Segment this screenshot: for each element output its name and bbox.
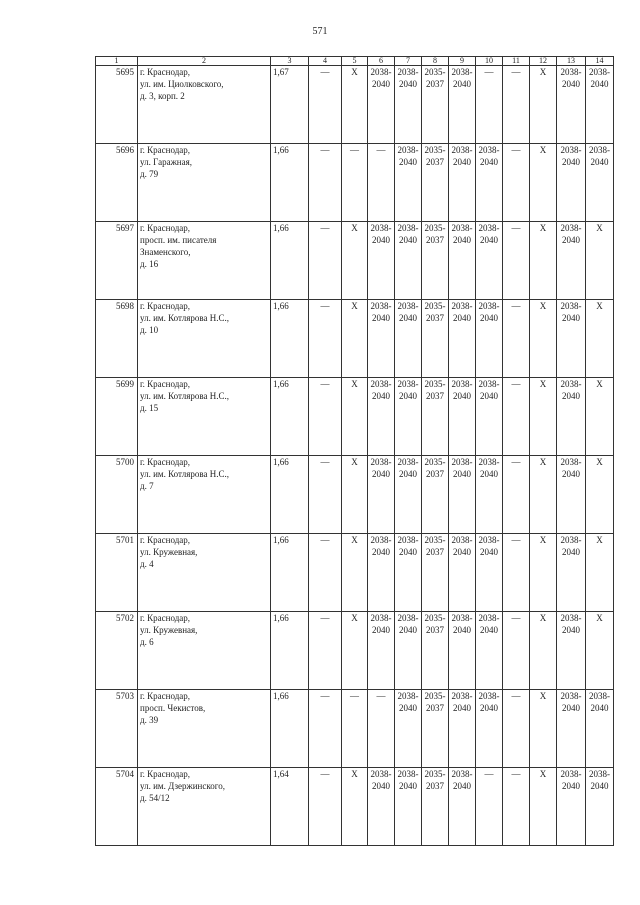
- cell-col-3: 1,64: [271, 768, 309, 846]
- cell-col-13: 2038-2040: [557, 534, 586, 612]
- cell-col-10: 2038-2040: [476, 534, 503, 612]
- cell-col-10: 2038-2040: [476, 612, 503, 690]
- address-cell: [138, 222, 271, 300]
- cell-col-6: 2038-2040: [368, 300, 395, 378]
- cell-col-8: 2035-2037: [422, 612, 449, 690]
- cell-col-5: Х: [342, 534, 368, 612]
- address-line: г. Краснодар,: [140, 457, 191, 467]
- table-row: [96, 690, 614, 768]
- address-line: г. Краснодар,: [140, 145, 191, 155]
- column-header-1: 1: [96, 57, 138, 66]
- cell-col-5: Х: [342, 456, 368, 534]
- cell-col-12: Х: [530, 534, 557, 612]
- cell-col-4: —: [309, 612, 342, 690]
- cell-col-14: Х: [586, 456, 614, 534]
- cell-col-10: 2038-2040: [476, 378, 503, 456]
- cell-col-7: 2038-2040: [395, 690, 422, 768]
- cell-col-7: 2038-2040: [395, 300, 422, 378]
- column-header-9: 9: [449, 57, 476, 66]
- table-row: [96, 456, 614, 534]
- address-line: г. Краснодар,: [140, 613, 191, 623]
- cell-col-8: 2035-2037: [422, 456, 449, 534]
- cell-col-3: 1,66: [271, 222, 309, 300]
- cell-col-3: 1,66: [271, 300, 309, 378]
- cell-col-6: 2038-2040: [368, 378, 395, 456]
- cell-col-4: —: [309, 300, 342, 378]
- cell-col-5: Х: [342, 222, 368, 300]
- cell-col-14: Х: [586, 222, 614, 300]
- column-header-13: 13: [557, 57, 586, 66]
- cell-col-8: 2035-2037: [422, 66, 449, 144]
- cell-col-8: 2035-2037: [422, 534, 449, 612]
- cell-col-9: 2038-2040: [449, 768, 476, 846]
- cell-col-9: 2038-2040: [449, 690, 476, 768]
- cell-col-9: 2038-2040: [449, 378, 476, 456]
- cell-col-7: 2038-2040: [395, 768, 422, 846]
- address-line: д. 54/12: [140, 793, 170, 803]
- address-line: д. 3, корп. 2: [140, 91, 185, 101]
- row-number-cell: 5697: [96, 222, 138, 300]
- cell-col-9: 2038-2040: [449, 456, 476, 534]
- cell-col-12: Х: [530, 300, 557, 378]
- address-line: ул. им. Котлярова Н.С.,: [140, 391, 230, 401]
- cell-col-11: —: [503, 456, 530, 534]
- cell-col-13: 2038-2040: [557, 66, 586, 144]
- row-number-cell: 5703: [96, 690, 138, 768]
- address-line: д. 7: [140, 481, 154, 491]
- cell-col-11: —: [503, 222, 530, 300]
- cell-col-8: 2035-2037: [422, 378, 449, 456]
- address-cell: [138, 612, 271, 690]
- cell-col-12: Х: [530, 768, 557, 846]
- cell-col-14: Х: [586, 378, 614, 456]
- cell-col-13: 2038-2040: [557, 456, 586, 534]
- cell-col-11: —: [503, 300, 530, 378]
- address-line: г. Краснодар,: [140, 223, 191, 233]
- cell-col-8: 2035-2037: [422, 768, 449, 846]
- column-header-6: 6: [368, 57, 395, 66]
- column-header-3: 3: [271, 57, 309, 66]
- cell-col-6: 2038-2040: [368, 612, 395, 690]
- cell-col-9: 2038-2040: [449, 534, 476, 612]
- address-line: г. Краснодар,: [140, 535, 191, 545]
- cell-col-14: Х: [586, 612, 614, 690]
- cell-col-8: 2035-2037: [422, 144, 449, 222]
- cell-col-4: —: [309, 378, 342, 456]
- cell-col-13: 2038-2040: [557, 222, 586, 300]
- cell-col-7: 2038-2040: [395, 456, 422, 534]
- cell-col-6: 2038-2040: [368, 222, 395, 300]
- cell-col-4: —: [309, 66, 342, 144]
- address-line: Знаменского,: [140, 247, 191, 257]
- cell-col-12: Х: [530, 456, 557, 534]
- cell-col-6: —: [368, 144, 395, 222]
- cell-col-12: Х: [530, 690, 557, 768]
- cell-col-10: 2038-2040: [476, 300, 503, 378]
- address-cell: [138, 534, 271, 612]
- cell-col-9: 2038-2040: [449, 144, 476, 222]
- address-cell: [138, 144, 271, 222]
- cell-col-10: 2038-2040: [476, 222, 503, 300]
- cell-col-5: Х: [342, 612, 368, 690]
- cell-col-13: 2038-2040: [557, 378, 586, 456]
- cell-col-13: 2038-2040: [557, 300, 586, 378]
- row-number-cell: 5695: [96, 66, 138, 144]
- address-cell: [138, 456, 271, 534]
- cell-col-4: —: [309, 534, 342, 612]
- column-header-7: 7: [395, 57, 422, 66]
- cell-col-5: Х: [342, 378, 368, 456]
- address-line: д. 6: [140, 637, 154, 647]
- cell-col-3: 1,66: [271, 612, 309, 690]
- address-line: ул. им. Котлярова Н.С.,: [140, 313, 230, 323]
- row-number-cell: 5699: [96, 378, 138, 456]
- cell-col-6: 2038-2040: [368, 66, 395, 144]
- cell-col-9: 2038-2040: [449, 612, 476, 690]
- address-line: д. 10: [140, 325, 159, 335]
- cell-col-13: 2038-2040: [557, 612, 586, 690]
- address-line: просп. им. писателя: [140, 235, 217, 245]
- cell-col-9: 2038-2040: [449, 300, 476, 378]
- table-row: [96, 768, 614, 846]
- cell-col-11: —: [503, 144, 530, 222]
- cell-col-5: Х: [342, 768, 368, 846]
- address-cell: [138, 378, 271, 456]
- column-header-4: 4: [309, 57, 342, 66]
- table-body: [96, 66, 614, 846]
- cell-col-7: 2038-2040: [395, 144, 422, 222]
- table-row: [96, 222, 614, 300]
- cell-col-12: Х: [530, 222, 557, 300]
- column-header-8: 8: [422, 57, 449, 66]
- cell-col-12: Х: [530, 66, 557, 144]
- cell-col-7: 2038-2040: [395, 66, 422, 144]
- row-number-cell: 5702: [96, 612, 138, 690]
- cell-col-7: 2038-2040: [395, 534, 422, 612]
- column-header-11: 11: [503, 57, 530, 66]
- column-header-14: 14: [586, 57, 614, 66]
- table-row: [96, 378, 614, 456]
- cell-col-3: 1,66: [271, 690, 309, 768]
- cell-col-12: Х: [530, 378, 557, 456]
- table-row: [96, 66, 614, 144]
- cell-col-9: 2038-2040: [449, 222, 476, 300]
- cell-col-4: —: [309, 144, 342, 222]
- row-number-cell: 5696: [96, 144, 138, 222]
- cell-col-8: 2035-2037: [422, 690, 449, 768]
- address-line: ул. им. Циолковского,: [140, 79, 224, 89]
- cell-col-4: —: [309, 456, 342, 534]
- cell-col-13: 2038-2040: [557, 144, 586, 222]
- table-row: [96, 144, 614, 222]
- address-line: д. 4: [140, 559, 154, 569]
- address-cell: [138, 768, 271, 846]
- row-number-cell: 5701: [96, 534, 138, 612]
- cell-col-5: Х: [342, 66, 368, 144]
- cell-col-13: 2038-2040: [557, 690, 586, 768]
- cell-col-11: —: [503, 66, 530, 144]
- cell-col-7: 2038-2040: [395, 612, 422, 690]
- address-cell: [138, 300, 271, 378]
- table-row: [96, 300, 614, 378]
- row-number-cell: 5700: [96, 456, 138, 534]
- address-line: г. Краснодар,: [140, 379, 191, 389]
- cell-col-13: 2038-2040: [557, 768, 586, 846]
- cell-col-6: 2038-2040: [368, 768, 395, 846]
- cell-col-3: 1,67: [271, 66, 309, 144]
- cell-col-10: 2038-2040: [476, 456, 503, 534]
- cell-col-5: —: [342, 690, 368, 768]
- cell-col-4: —: [309, 690, 342, 768]
- registry-table: [95, 56, 614, 846]
- cell-col-11: —: [503, 612, 530, 690]
- cell-col-10: 2038-2040: [476, 690, 503, 768]
- address-line: г. Краснодар,: [140, 691, 191, 701]
- address-line: д. 15: [140, 403, 159, 413]
- address-line: просп. Чекистов,: [140, 703, 206, 713]
- column-header-5: 5: [342, 57, 368, 66]
- cell-col-3: 1,66: [271, 378, 309, 456]
- table-row: [96, 612, 614, 690]
- address-line: д. 16: [140, 259, 159, 269]
- address-line: г. Краснодар,: [140, 769, 191, 779]
- address-line: ул. Гаражная,: [140, 157, 192, 167]
- cell-col-14: 2038-2040: [586, 144, 614, 222]
- cell-col-3: 1,66: [271, 456, 309, 534]
- address-line: ул. им. Дзержинского,: [140, 781, 225, 791]
- cell-col-9: 2038-2040: [449, 66, 476, 144]
- cell-col-5: Х: [342, 300, 368, 378]
- cell-col-3: 1,66: [271, 144, 309, 222]
- cell-col-4: —: [309, 768, 342, 846]
- column-header-2: 2: [138, 57, 271, 66]
- cell-col-6: —: [368, 690, 395, 768]
- cell-col-10: —: [476, 768, 503, 846]
- column-header-10: 10: [476, 57, 503, 66]
- address-line: г. Краснодар,: [140, 67, 191, 77]
- address-line: ул. им. Котлярова Н.С.,: [140, 469, 230, 479]
- cell-col-8: 2035-2037: [422, 222, 449, 300]
- cell-col-10: 2038-2040: [476, 144, 503, 222]
- cell-col-11: —: [503, 768, 530, 846]
- row-number-cell: 5698: [96, 300, 138, 378]
- cell-col-14: Х: [586, 534, 614, 612]
- page-number: 571: [312, 26, 328, 37]
- address-line: д. 39: [140, 715, 159, 725]
- address-cell: [138, 690, 271, 768]
- cell-col-7: 2038-2040: [395, 222, 422, 300]
- address-line: ул. Кружевная,: [140, 625, 198, 635]
- address-line: ул. Кружевная,: [140, 547, 198, 557]
- address-cell: [138, 66, 271, 144]
- address-line: д. 79: [140, 169, 159, 179]
- cell-col-10: —: [476, 66, 503, 144]
- column-header-12: 12: [530, 57, 557, 66]
- cell-col-11: —: [503, 378, 530, 456]
- cell-col-8: 2035-2037: [422, 300, 449, 378]
- cell-col-5: —: [342, 144, 368, 222]
- cell-col-14: Х: [586, 300, 614, 378]
- address-line: г. Краснодар,: [140, 301, 191, 311]
- cell-col-14: 2038-2040: [586, 690, 614, 768]
- cell-col-11: —: [503, 690, 530, 768]
- cell-col-11: —: [503, 534, 530, 612]
- row-number-cell: 5704: [96, 768, 138, 846]
- cell-col-12: Х: [530, 612, 557, 690]
- cell-col-7: 2038-2040: [395, 378, 422, 456]
- cell-col-14: 2038-2040: [586, 768, 614, 846]
- table-row: [96, 534, 614, 612]
- cell-col-6: 2038-2040: [368, 456, 395, 534]
- cell-col-6: 2038-2040: [368, 534, 395, 612]
- cell-col-3: 1,66: [271, 534, 309, 612]
- cell-col-4: —: [309, 222, 342, 300]
- cell-col-12: Х: [530, 144, 557, 222]
- cell-col-14: 2038-2040: [586, 66, 614, 144]
- header-row: [96, 57, 614, 66]
